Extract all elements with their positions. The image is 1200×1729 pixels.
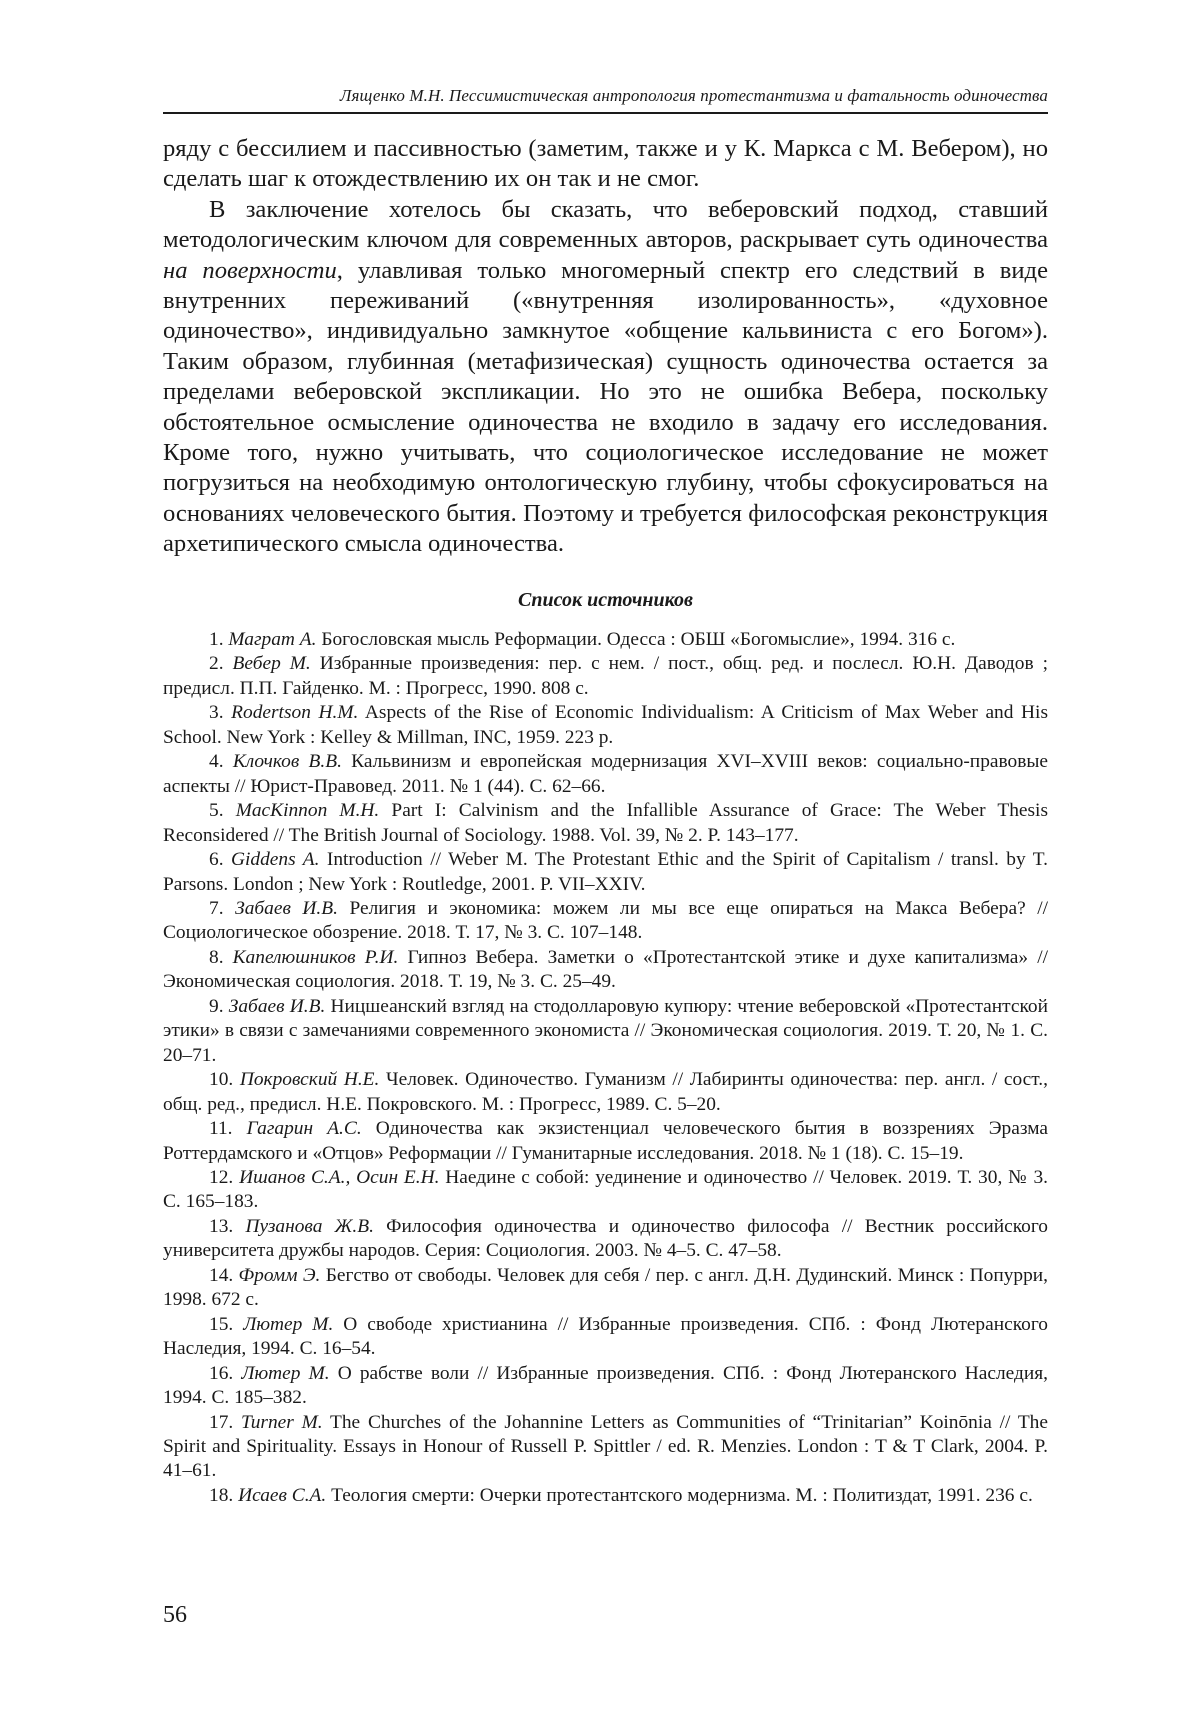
reference-author: Исаев С.А. (238, 1484, 327, 1506)
running-header: Лященко М.Н. Пессимистическая антропология протестантизма и фатальность одиночества (339, 86, 1048, 105)
reference-text: Aspects of the Rise of Economic Individualism: A Criticism of Max Weber and His School. New York : Kelley & Millman, INC, 1959. 223 p. (163, 702, 1048, 748)
reference-author: Забаев И.В. (235, 897, 338, 919)
reference-author: Забаев И.В. (228, 995, 326, 1017)
reference-number: 11. (209, 1118, 247, 1140)
reference-number: 13. (209, 1215, 246, 1237)
reference-author: Маграт А. (228, 629, 317, 650)
body-text (163, 134, 1048, 560)
reference-text: Богословская мысль Реформации. Одесса : ОБШ «Богомыслие», 1994. 316 с. (316, 629, 956, 650)
reference-text: The Churches of the Johannine Letters as Communities of “Trinitarian” Koinōnia // The Spirit and Spirituality. Essays in Honour of Russell P. Spittler / ed. R. Menzies. London : T & T Clark, 2004. P. 41–61. (163, 1411, 1048, 1482)
reference-number: 8. (209, 946, 233, 968)
reference-number: 10. (209, 1069, 240, 1091)
reference-item (163, 1264, 1048, 1313)
reference-text: Наедине с собой: уединение и одиночество // Человек. 2019. Т. 30, № 3. С. 165–183. (163, 1166, 1048, 1213)
paragraph-2-start: В заключение хотелось бы сказать, что веберовский подход, ставший методологическим ключом для современных авторов, раскрывает суть одиночества (163, 195, 1048, 254)
reference-number: 1. (209, 629, 229, 650)
paragraph-2-end: , улавливая только многомерный спектр его следствий в виде внутренних переживаний («внутренняя изолированность», «духовное одиночество», индивидуально замкнутое «общение кальвиниста с его Богом»). Таким образом, глубинная (метафизическая) сущность одиночества остается за пределами веберовской экспликации. Но это не ошибка Вебера, поскольку обстоятельное осмысление одиночества не входило в задачу его исследования. Кроме того, нужно учитывать, что социологическое исследование не может погрузиться на необходимую онтологическую глубину, чтобы сфокусироваться на основаниях человеческого бытия. Поэтому и требуется философская реконструкция архетипического смысла одиночества. (163, 256, 1048, 558)
reference-text: Философия одиночества и одиночество философа // Вестник российского университета дружбы народов. Серия: Социология. 2003. № 4–5. С. 47–58. (163, 1215, 1048, 1262)
reference-author: Лютер М. (241, 1362, 330, 1384)
reference-author: Капелюшников Р.И. (232, 946, 399, 968)
reference-item (163, 628, 1048, 652)
reference-number: 15. (209, 1313, 244, 1335)
reference-author: Клочков В.В. (232, 751, 342, 773)
reference-item (163, 1068, 1048, 1117)
reference-author: Покровский Н.Е. (239, 1069, 380, 1091)
reference-author: Вебер М. (232, 653, 311, 675)
reference-text: Ницшеанский взгляд на стодолларовую купюру: чтение веберовской «Протестантской этики» в связи с замечаниями современного экономиста // Экономическая социология. 2019. Т. 20, № 1. С. 20–71. (163, 995, 1048, 1066)
header-rule (163, 112, 1048, 114)
reference-author: Фромм Э. (238, 1264, 321, 1286)
reference-number: 18. (209, 1484, 239, 1506)
reference-item (163, 1362, 1048, 1411)
reference-item (163, 799, 1048, 848)
reference-number: 4. (209, 751, 233, 773)
reference-item (163, 1215, 1048, 1264)
reference-item (163, 946, 1048, 995)
reference-text: О свободе христианина // Избранные произведения. СПб. : Фонд Лютеранского Наследия, 1994. С. 16–54. (163, 1313, 1048, 1360)
page-number: 56 (163, 1602, 187, 1628)
reference-item (163, 1313, 1048, 1362)
reference-number: 7. (209, 897, 236, 919)
reference-text: Part I: Calvinism and the Infallible Assurance of Grace: The Weber Thesis Reconsidered // The British Journal of Sociology. 1988. Vol. 39, № 2. P. 143–177. (163, 800, 1048, 846)
reference-text: Introduction // Weber M. The Protestant Ethic and the Spirit of Capitalism / transl. by T. Parsons. London ; New York : Routledge, 2001. P. VII–XXIV. (163, 849, 1048, 895)
reference-item (163, 1484, 1048, 1508)
reference-number: 17. (209, 1411, 242, 1433)
reference-text: Бегство от свободы. Человек для себя / пер. с англ. Д.Н. Дудинский. Минск : Попурри, 1998. 672 с. (163, 1264, 1049, 1311)
reference-text: Кальвинизм и европейская модернизация XVI–XVIII веков: социально-правовые аспекты // Юрист-Правовед. 2011. № 1 (44). С. 62–66. (163, 751, 1048, 797)
reference-item (163, 1117, 1048, 1166)
paragraph-1: ряду с бессилием и пассивностью (заметим, также и у К. Маркса с М. Вебером), но сделать шаг к отождествлению их он так и не смог. (163, 135, 1048, 193)
reference-number: 3. (209, 702, 232, 724)
reference-author: Пузанова Ж.В. (245, 1215, 374, 1237)
reference-author: Гагарин А.С. (246, 1118, 362, 1140)
references-title: Список источников (518, 589, 693, 611)
reference-item (163, 995, 1048, 1068)
reference-number: 9. (209, 995, 229, 1017)
references-list (163, 628, 1048, 1508)
reference-item (163, 750, 1048, 799)
reference-author: Лютер М. (243, 1313, 334, 1335)
paragraph-2 (163, 195, 1048, 560)
reference-text: Человек. Одиночество. Гуманизм // Лабиринты одиночества: пер. англ. / сост., общ. ред., предисл. Н.Е. Покровского. М. : Прогресс, 1989. С. 5–20. (163, 1069, 1049, 1115)
reference-text: Одиночества как экзистенциал человеческого бытия в воззрениях Эразма Роттердамского и «Отцов» Реформации // Гуманитарные исследования. 2018. № 1 (18). С. 15–19. (163, 1118, 1048, 1164)
reference-number: 5. (209, 800, 236, 822)
reference-item (163, 652, 1048, 701)
reference-author: Giddens A. (231, 849, 320, 871)
reference-text: Теология смерти: Очерки протестантского модернизма. М. : Политиздат, 1991. 236 с. (326, 1484, 1033, 1506)
reference-text: О рабстве воли // Избранные произведения. СПб. : Фонд Лютеранского Наследия, 1994. С. 185–382. (163, 1362, 1049, 1409)
reference-text: Избранные произведения: пер. с нем. / пост., общ. ред. и послесл. Ю.Н. Даводов ; предисл. П.П. Гайденко. М. : Прогресс, 1990. 808 с. (163, 653, 1048, 699)
reference-item (163, 848, 1048, 897)
reference-number: 12. (209, 1166, 240, 1188)
reference-number: 14. (209, 1264, 239, 1286)
reference-author: Ишанов С.А., Осин Е.Н. (239, 1166, 440, 1188)
reference-item (163, 1411, 1048, 1484)
reference-item (163, 897, 1048, 946)
reference-number: 6. (209, 849, 231, 871)
reference-text: Гипноз Вебера. Заметки о «Протестантской этике и духе капитализма» // Экономическая социология. 2018. Т. 19, № 3. С. 25–49. (163, 946, 1049, 993)
reference-author: Turner M. (241, 1411, 323, 1433)
reference-author: Rodertson H.M. (231, 702, 359, 724)
paragraph-2-emphasis: на поверхности (163, 256, 337, 284)
reference-author: MacKinnon M.H. (235, 800, 380, 822)
reference-text: Религия и экономика: можем ли мы все еще опираться на Макса Вебера? // Социологическое обозрение. 2018. Т. 17, № 3. С. 107–148. (163, 897, 1048, 944)
reference-item (163, 701, 1048, 750)
reference-number: 2. (209, 653, 233, 675)
reference-item (163, 1166, 1048, 1215)
reference-number: 16. (209, 1362, 242, 1384)
